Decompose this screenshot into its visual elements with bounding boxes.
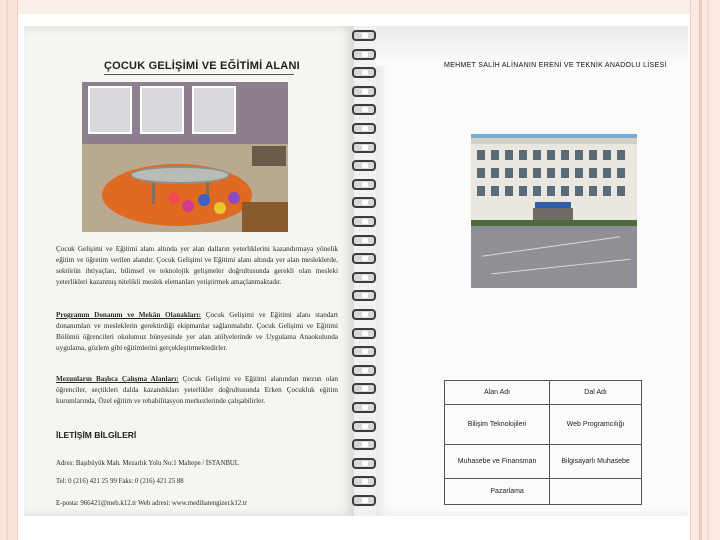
equipment-heading: Programın Donanım ve Mekân Olanakları:: [56, 311, 201, 319]
slide-left-border: [0, 0, 18, 540]
page-shadow: [376, 26, 688, 66]
table-cell: [550, 479, 642, 505]
school-building: [471, 138, 637, 226]
careers-section: [56, 374, 338, 407]
toy-ball: [168, 192, 180, 204]
table-cell: Bilişim Teknolojileri: [445, 405, 550, 445]
table-row: [445, 445, 642, 479]
contact-address: Adres: Başıbüyük Mah. Mezarlık Yolu No:1 Maltepe / İSTANBUL: [56, 460, 239, 467]
contact-email: E-posta: 966421@meb.k12.tr Web adresi: www.medihatengizer.k12.tr: [56, 500, 248, 507]
spiral-ring: [352, 30, 376, 41]
spiral-ring: [352, 49, 376, 60]
spiral-ring: [352, 179, 376, 190]
toy-shelf: [242, 202, 288, 232]
window-row: [477, 150, 633, 160]
spiral-ring: [352, 365, 376, 376]
spiral-ring: [352, 495, 376, 506]
table-header-row: [445, 381, 642, 405]
table-cell: Web Programcılığı: [550, 405, 642, 445]
window-row: [477, 168, 633, 178]
title-underline: [104, 74, 294, 75]
classroom-chairs: [252, 146, 286, 166]
table-row: [445, 479, 642, 505]
slide-top-strip: [0, 0, 720, 14]
contact-title: İLETİŞİM BİLGİLERİ: [56, 430, 137, 440]
contact-phone: Tel: 0 (216) 421 25 99 Faks: 0 (216) 421 25 88: [56, 478, 184, 485]
spiral-ring: [352, 346, 376, 357]
spiral-ring: [352, 216, 376, 227]
left-page-title: ÇOCUK GELİŞİMİ VE EĞİTİMİ ALANI: [104, 60, 300, 72]
building-roof: [471, 138, 637, 144]
classroom-photo: [82, 82, 288, 232]
spiral-binding: [350, 30, 378, 516]
spiral-ring: [352, 383, 376, 394]
spiral-ring: [352, 309, 376, 320]
toy-ball: [198, 194, 210, 206]
column-header-field: Alan Adı: [445, 381, 550, 405]
careers-heading: Mezunların Başlıca Çalışma Alanları:: [56, 375, 179, 383]
window-row: [477, 186, 633, 196]
toy-ball: [228, 192, 240, 204]
spiral-ring: [352, 67, 376, 78]
spiral-ring: [352, 104, 376, 115]
school-name: MEHMET SALİH ALİNANIN ERENİ VE TEKNİK ANADOLU LİSESİ: [444, 62, 667, 69]
intro-text: Çocuk Gelişimi ve Eğitimi alanı altında yer alan dalların yeterliklerini kazandırmaya yönelik eğitim ve öğretim verilen alandır. Çocuk Gelişimi ve Eğitimi alanı altında yer alan mesleklerde, sektörün ihtiyaçları, bilimsel ve teknolojik gelişmeler doğrultusunda gerekli olan mesleki yeterlikleri kazanmış nitelikli meslek elemanları yetiştirmek amaçlanmaktadır.: [56, 245, 338, 286]
spiral-ring: [352, 253, 376, 264]
spiral-ring: [352, 235, 376, 246]
equipment-section: [56, 310, 338, 354]
column-header-branch: Dal Adı: [550, 381, 642, 405]
table-cell: Pazarlama: [445, 479, 550, 505]
spiral-ring: [352, 290, 376, 301]
intro-paragraph: [56, 244, 338, 288]
table-cell: Muhasebe ve Finansman: [445, 445, 550, 479]
programs-table: [444, 380, 642, 505]
table-cell: Bilgisayarlı Muhasebe: [550, 445, 642, 479]
toy-ball: [182, 200, 194, 212]
equipment-text: Çocuk Gelişimi ve Eğitimi alanı standart donanımları ve mesleklerin gerektirdiği ekipmanlar sağlanmalıdır. Çocuk Gelişimi ve Eğitimi Bölümü öğrencileri okulumuz bünyesinde yer alan atölyelerinde ve Uygulama Anaokulunda uygulama, gözlem gibi eğitimlerini gerçekleştirmektedirler.: [56, 311, 338, 352]
classroom-window: [140, 86, 184, 134]
spiral-ring: [352, 272, 376, 283]
spiral-ring: [352, 421, 376, 432]
spiral-ring: [352, 458, 376, 469]
spiral-ring: [352, 160, 376, 171]
classroom-window: [88, 86, 132, 134]
spiral-ring: [352, 328, 376, 339]
spiral-ring: [352, 439, 376, 450]
spiral-ring: [352, 197, 376, 208]
spiral-ring: [352, 123, 376, 134]
spiral-ring: [352, 142, 376, 153]
table-leg: [152, 180, 155, 204]
careers-text: Çocuk Gelişimi ve Eğitimi alanından mezun olan öğrenciler, seçtikleri dalda kazandıkları yeterlikler doğrultusunda Erken Çocukluk eğitim kurumlarında, Özel eğitim ve rehabilitasyon merkezlerinde çalışabilirler.: [56, 375, 339, 405]
spiral-ring: [352, 402, 376, 413]
slide-right-border: [690, 0, 720, 540]
school-yard: [471, 226, 637, 288]
table-row: [445, 405, 642, 445]
school-building-photo: [471, 134, 637, 288]
round-table: [130, 166, 230, 184]
toy-ball: [214, 202, 226, 214]
spiral-ring: [352, 86, 376, 97]
classroom-window: [192, 86, 236, 134]
spiral-ring: [352, 476, 376, 487]
